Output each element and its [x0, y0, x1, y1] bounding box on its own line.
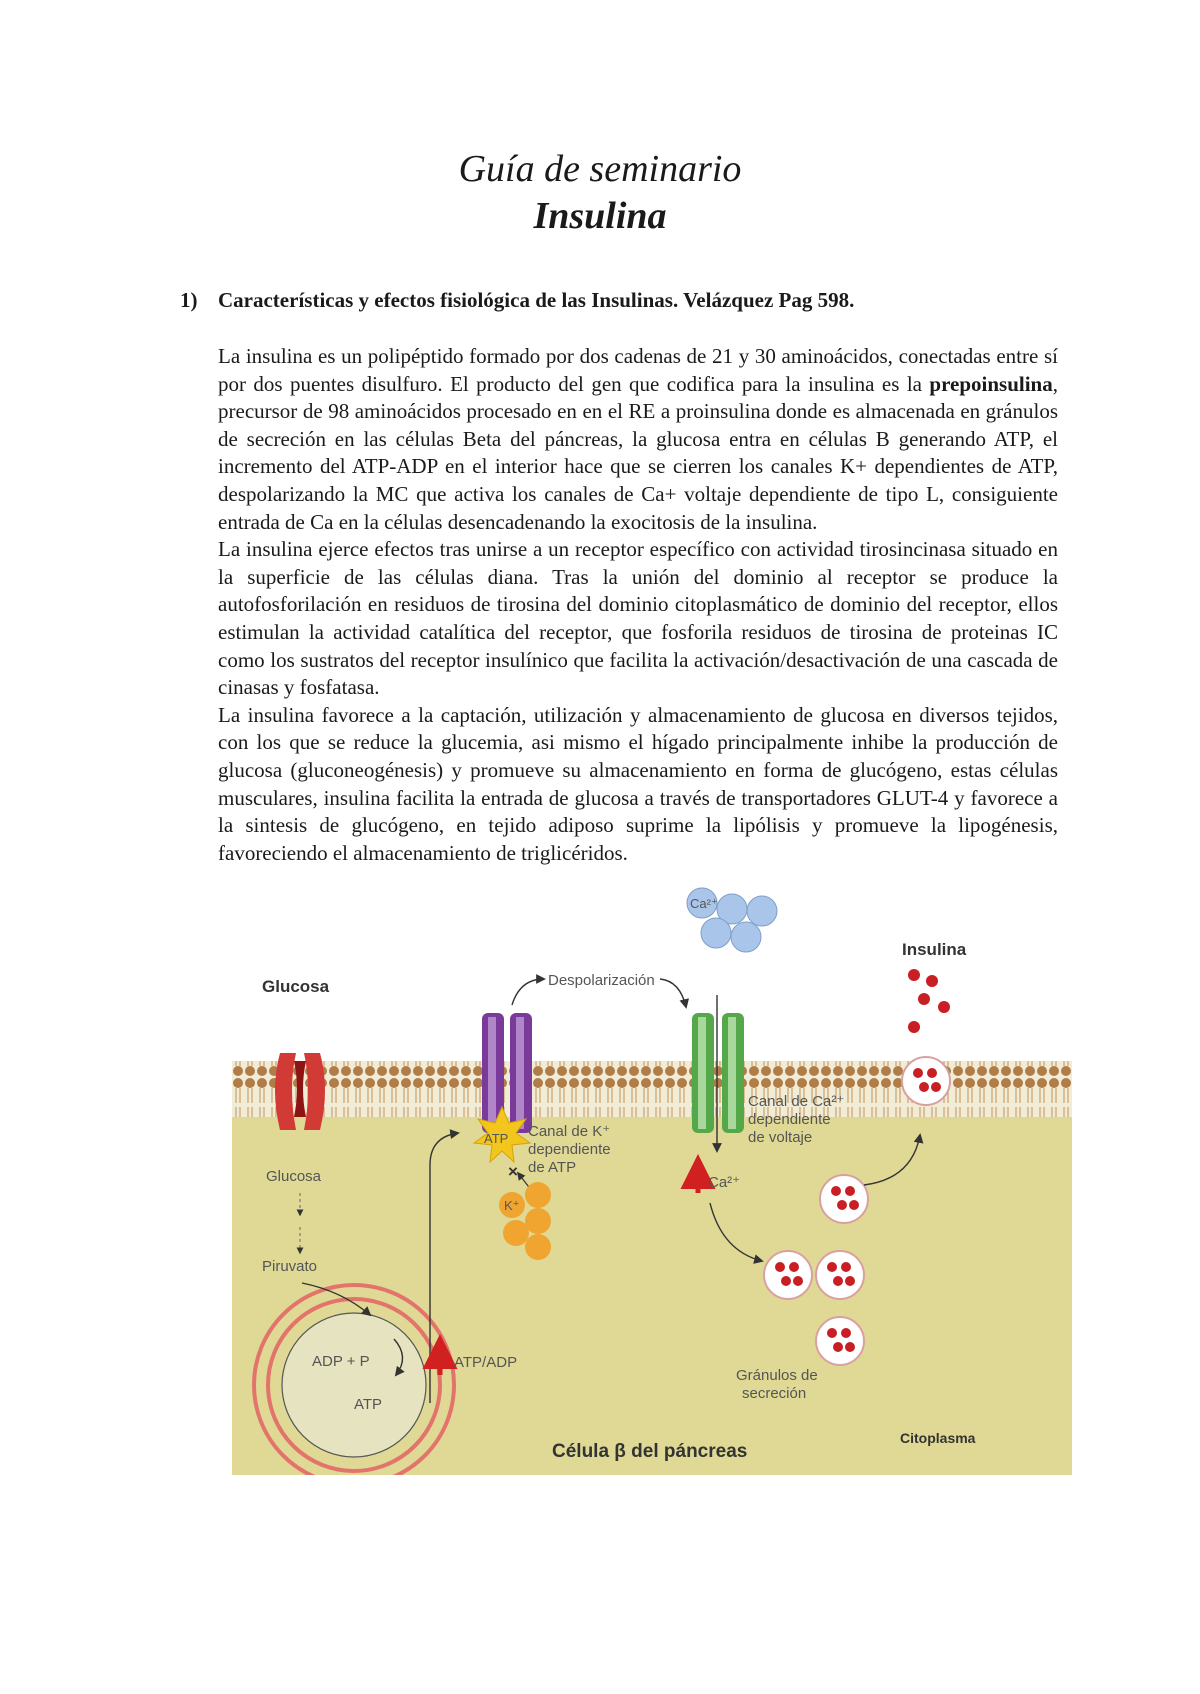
glucose-inside-label: Glucosa — [266, 1168, 322, 1185]
ca-channel-label-1: Canal de Ca²⁺ — [748, 1093, 845, 1110]
glucose-outside-label: Glucosa — [262, 977, 330, 996]
paragraph-1-part-b: , precursor de 98 aminoácidos procesado en en el RE a proinsulina donde es almacenada en gránulos de secreción en las células Beta del páncreas, la glucosa entra en células B generando ATP, el incremento del ATP-ADP en el interior hace que se cierren los canales K+ dependientes de ATP, despolarizando la MC que activa los canales de Ca+ voltaje dependiente de tipo L, consiguiente entrada de Ca en la células desencadenando la exocitosis de la insulina. — [218, 371, 1058, 534]
paragraph-2: La insulina ejerce efectos tras unirse a un receptor específico con actividad tirosincinasa situado en la superficie de las células diana. Tras la unión del dominio al receptor se produce la autofosforilación en residuos de tirosina del dominio citoplasmático de dominio del receptor, ellos estimulan la actividad catalítica del receptor, que fosforila residuos de tirosina de proteinas IC como los sustratos del receptor insulínico que facilita la activación/desactivación de una cascada de cinasas y fosfatasa. — [218, 537, 1058, 700]
ca-ion-label: Ca²⁺ — [690, 896, 718, 911]
granules-label-1: Gránulos de — [736, 1367, 818, 1384]
depolarization-label: Despolarización — [548, 972, 655, 989]
paragraph-1-bold-term: prepoinsulina — [929, 371, 1053, 396]
figure-caption: Célula β del páncreas — [552, 1441, 748, 1462]
beta-cell-figure — [232, 875, 1072, 1475]
k-ion-label: K⁺ — [504, 1198, 520, 1213]
ca-channel-label-2: dependiente — [748, 1111, 831, 1128]
page-subtitle: Insulina — [533, 195, 667, 237]
question-heading: Características y efectos fisiológica de las Insulinas. Velázquez Pag 598. — [218, 288, 855, 312]
block-x-icon: × — [508, 1162, 518, 1181]
paragraph-1-part-a: La insulina es un polipéptido formado por dos cadenas de 21 y 30 aminoácidos, conectadas entre sí por dos puentes disulfuro. El producto del gen que codifica para la insulina es la — [218, 344, 1058, 396]
page-title: Guía de seminario — [458, 148, 742, 190]
k-channel-label-3: de ATP — [528, 1159, 577, 1176]
paragraph-3: La insulina favorece a la captación, utilización y almacenamiento de glucosa en diversos tejidos, con los que se reduce la glucemia, asi mismo el hígado principalmente inhibe la producción de glucosa (gluconeogénesis) y promueve su almacenamiento en forma de glucógeno, estas células musculares, insulina facilita la entrada de glucosa a través de transportadores GLUT-4 y favorece a la sintesis de glucógeno, en tejido adiposo suprime la lipólisis y promueve la lipogénesis, favoreciendo el almacenamiento de triglicéridos. — [218, 702, 1058, 865]
atp-adp-label: ATP/ADP — [454, 1354, 518, 1371]
cytoplasm-label: Citoplasma — [900, 1430, 976, 1446]
granules-label-2: secreción — [742, 1385, 807, 1402]
beta-cell-diagram — [232, 875, 1072, 1475]
ca-increase-label: Ca²⁺ — [708, 1174, 741, 1191]
insulin-exocytosis — [902, 969, 950, 1105]
k-channel-label-1: Canal de K⁺ — [528, 1123, 611, 1140]
paragraph-1 — [218, 343, 1058, 536]
insulin-label: Insulina — [902, 940, 967, 959]
adp-p-label: ADP + P — [312, 1353, 370, 1370]
question-number: 1) — [180, 288, 198, 312]
answer-body — [218, 343, 1058, 867]
ca-channel-label-3: de voltaje — [748, 1129, 813, 1146]
atp-cycle-label: ATP — [354, 1396, 383, 1413]
atp-star-label: ATP — [484, 1131, 509, 1146]
k-channel-label-2: dependiente — [528, 1141, 611, 1158]
pyruvate-label: Piruvato — [262, 1258, 318, 1275]
